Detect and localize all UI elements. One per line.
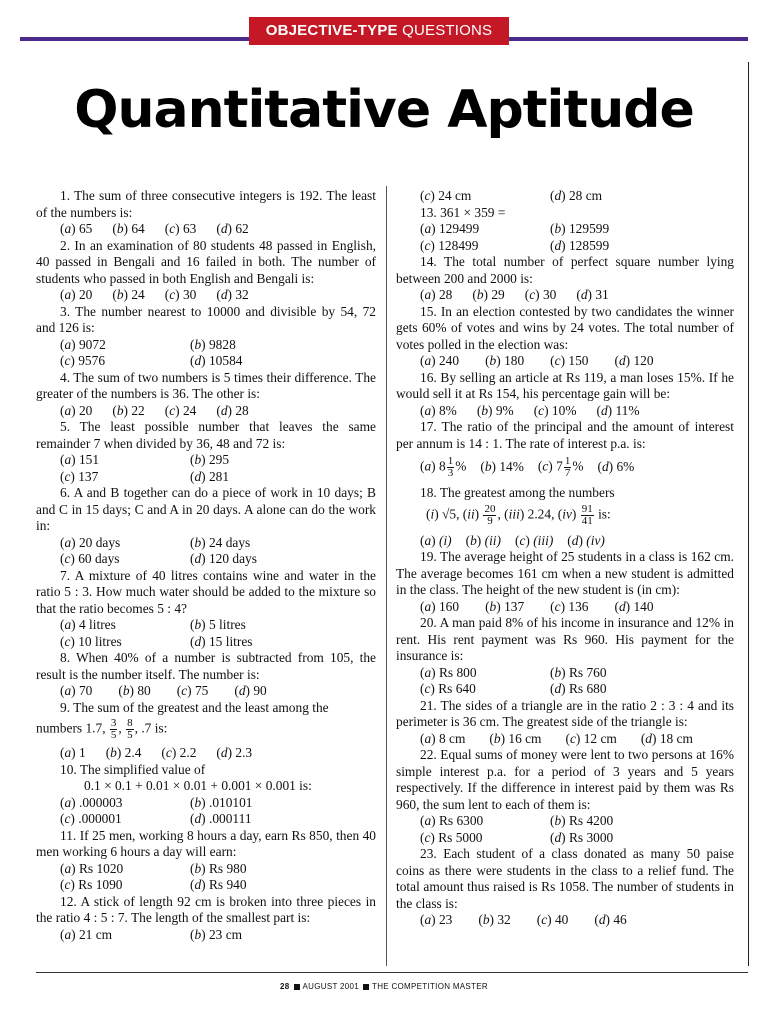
options-3: (a) 9072 (b) 9828 (c) 9576 (d) 10584 bbox=[60, 336, 243, 368]
fraction-20-9: $\frac{20}{9}$ bbox=[484, 502, 496, 527]
question-8: 8. When 40% of a number is subtracted from 105, the result is the number itself. The number is: bbox=[36, 650, 376, 682]
options-13: (a) 129499 (b) 129599 (c) 128499 (d) 128599 bbox=[420, 221, 610, 253]
question-22: 22. Equal sums of money were lent to two persons at 16% simple interest p.a. for a period of 3 years and 5 years respectively. If the difference in interest paid by them was Rs 960, the sum lent to each of them is: bbox=[396, 747, 734, 812]
options-6: (a) 20 days (b) 24 days (c) 60 days (d) 120 days bbox=[60, 534, 257, 566]
options-1: (a) 65 (b) 64 (c) 63 (d) 62 bbox=[60, 221, 249, 236]
fraction-1-7: $\frac{1}{7}$ bbox=[564, 455, 571, 479]
question-11: 11. If 25 men, working 8 hours a day, earn Rs 850, then 40 men working 6 hours a day will earn: bbox=[36, 827, 376, 859]
question-16: 16. By selling an article at Rs 119, a man loses 15%. If he would sell it at Rs 154, his percentage gain will be: bbox=[396, 369, 734, 401]
options-19: (a) 160 (b) 137 (c) 136 (d) 140 bbox=[420, 598, 654, 614]
page-footer bbox=[0, 982, 768, 991]
page-title: Quantitative Aptitude bbox=[74, 80, 694, 140]
fraction-91-41: $\frac{91}{41}$ bbox=[581, 502, 593, 527]
page-number: 28 bbox=[280, 982, 290, 991]
question-17: 17. The ratio of the principal and the amount of interest per annum is 14 : 1. The rate of interest p.a. is: bbox=[396, 419, 734, 451]
options-14: (a) 28 (b) 29 (c) 30 (d) 31 bbox=[420, 287, 609, 302]
options-12-cd: (c) 24 cm (d) 28 cm bbox=[420, 188, 603, 203]
options-9: (a) 1 (b) 2.4 (c) 2.2 (d) 2.3 bbox=[60, 745, 253, 760]
question-2: 2. In an examination of 80 students 48 passed in English, 40 passed in Bengali and 16 failed in both. The number of students who passed in both English and Bengali is: bbox=[36, 237, 376, 286]
question-19: 19. The average height of 25 students in a class is 162 cm. The average becomes 161 cm when a new student is admitted in the class. The height of the new student is (in cm): bbox=[396, 549, 734, 597]
question-9-numbers: numbers 1.7, $\frac{3}{5}$ , $\frac{8}{5}$ , .7 is: bbox=[36, 717, 168, 741]
section-header-bold: OBJECTIVE-TYPE bbox=[265, 22, 398, 39]
options-23: (a) 23 (b) 32 (c) 40 (d) 46 bbox=[420, 912, 627, 927]
options-17: (a) 8 $\frac{1}{3}$ % (b) 14% (c) 7 $\frac{1}{7}$ % (d) 6% bbox=[420, 455, 635, 479]
question-14: 14. The total number of perfect square number lying between 200 and 2000 is: bbox=[396, 254, 734, 286]
question-10-expression: 0.1 × 0.1 + 0.01 × 0.01 + 0.001 × 0.001 is: bbox=[84, 778, 312, 793]
footer-month: AUGUST 2001 bbox=[302, 982, 360, 991]
left-column bbox=[36, 188, 376, 943]
question-10: 10. The simplified value of bbox=[60, 761, 206, 777]
options-15: (a) 240 (b) 180 (c) 150 (d) 120 bbox=[420, 353, 654, 368]
question-4: 4. The sum of two numbers is 5 times their difference. The greater of the numbers is 36. The other is: bbox=[36, 369, 376, 401]
options-18: (a) (i) (b) (ii) (c) (iii) (d) (iv) bbox=[420, 532, 605, 548]
options-5: (a) 151 (b) 295 (c) 137 (d) 281 bbox=[60, 452, 230, 484]
question-18: 18. The greatest among the numbers bbox=[420, 485, 615, 500]
options-4: (a) 20 (b) 22 (c) 24 (d) 28 bbox=[60, 402, 249, 418]
right-column bbox=[396, 188, 734, 929]
fraction-8-5: $\frac{8}{5}$ bbox=[127, 717, 133, 741]
question-21: 21. The sides of a triangle are in the ratio 2 : 3 : 4 and its perimeter is 36 cm. The greatest side of the triangle is: bbox=[396, 697, 734, 729]
question-9: 9. The sum of the greatest and the least among the bbox=[60, 699, 329, 715]
square-bullet-icon bbox=[363, 984, 369, 990]
question-23: 23. Each student of a class donated as many 50 paise coins as there were students in the class to a relief fund. The total amount thus raised is Rs 1058. The number of students in the class is: bbox=[396, 846, 734, 911]
options-7: (a) 4 litres (b) 5 litres (c) 10 litres (d) 15 litres bbox=[60, 617, 253, 649]
options-11: (a) Rs 1020 (b) Rs 980 (c) Rs 1090 (d) Rs 940 bbox=[60, 860, 247, 892]
options-12-ab: (a) 21 cm (b) 23 cm bbox=[60, 926, 243, 942]
square-bullet-icon bbox=[294, 984, 300, 990]
question-6: 6. A and B together can do a piece of work in 10 days; B and C in 15 days; C and A in 20 days. A alone can do the work in: bbox=[36, 485, 376, 533]
footer-magazine: THE COMPETITION MASTER bbox=[372, 982, 488, 991]
footer-rule bbox=[36, 972, 748, 973]
options-10: (a) .000003 (b) .010101 (c) .000001 (d) .000111 bbox=[60, 794, 253, 826]
options-21: (a) 8 cm (b) 16 cm (c) 12 cm (d) 18 cm bbox=[420, 730, 693, 746]
section-header bbox=[249, 17, 509, 45]
options-16: (a) 8% (b) 9% (c) 10% (d) 11% bbox=[420, 402, 640, 418]
options-22: (a) Rs 6300 (b) Rs 4200 (c) Rs 5000 (d) Rs 3000 bbox=[420, 813, 614, 845]
options-20: (a) Rs 800 (b) Rs 760 (c) Rs 640 (d) Rs 680 bbox=[420, 664, 607, 696]
right-border bbox=[748, 62, 749, 966]
question-1: 1. The sum of three consecutive integers is 192. The least of the numbers is: bbox=[36, 188, 376, 220]
question-15: 15. In an election contested by two candidates the winner gets 60% of votes and wins by 24 votes. The total number of votes polled in the election was: bbox=[396, 303, 734, 352]
section-header-rest: QUESTIONS bbox=[402, 22, 493, 39]
options-8: (a) 70 (b) 80 (c) 75 (d) 90 bbox=[60, 683, 267, 698]
fraction-1-3: $\frac{1}{3}$ bbox=[447, 455, 454, 479]
fraction-3-5: $\frac{3}{5}$ bbox=[110, 717, 117, 741]
question-5: 5. The least possible number that leaves the same remainder 7 when divided by 36, 48 and 72 is: bbox=[36, 419, 376, 451]
question-7: 7. A mixture of 40 litres contains wine and water in the ratio 5 : 3. How much water should be added to the mixture so that the ratio becomes 5 : 4? bbox=[36, 567, 376, 616]
question-12: 12. A stick of length 92 cm is broken into three pieces in the ratio 4 : 5 : 7. The length of the smallest part is: bbox=[36, 893, 376, 925]
question-3: 3. The number nearest to 10000 and divisible by 54, 72 and 126 is: bbox=[36, 303, 376, 335]
column-divider bbox=[386, 186, 387, 966]
question-18-numbers: (i) √5, (ii) $\frac{20}{9}$ , (iii) 2.24, (iv) $\frac{91}{41}$ is: bbox=[426, 502, 611, 527]
question-20: 20. A man paid 8% of his income in insurance and 12% in rent. His rent payment was Rs 960. His payment for the insurance is: bbox=[396, 615, 734, 663]
question-13: 13. 361 × 359 = bbox=[420, 204, 506, 220]
options-2: (a) 20 (b) 24 (c) 30 (d) 32 bbox=[60, 287, 249, 302]
